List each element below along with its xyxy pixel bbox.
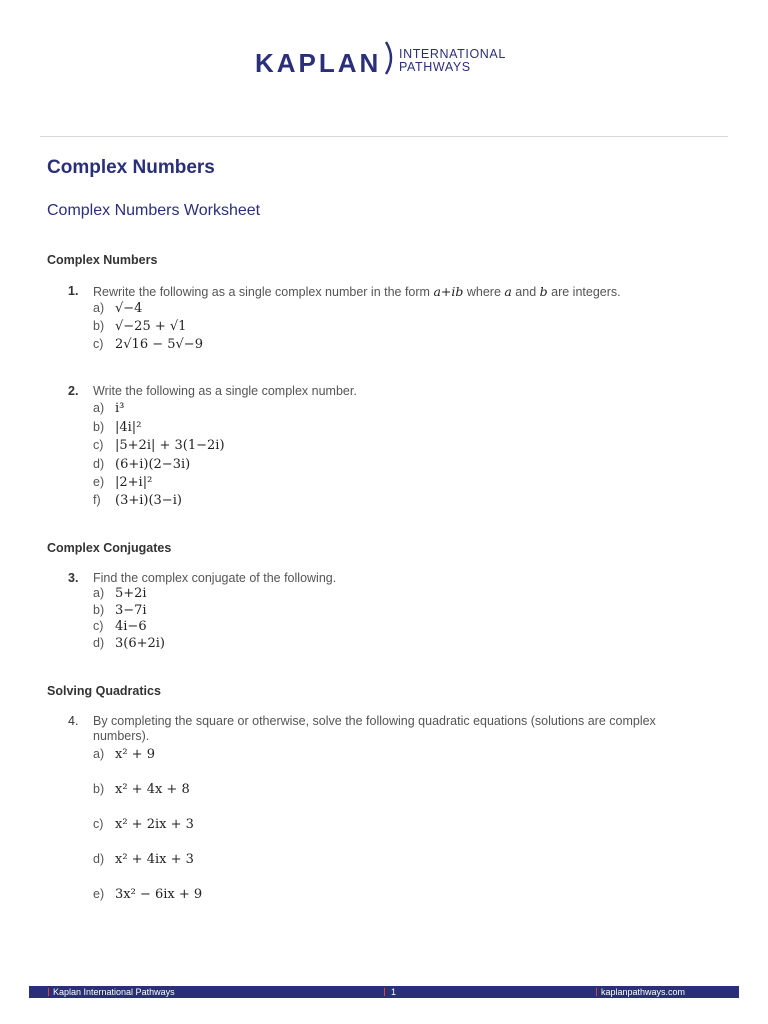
question-3-item-d: d) 3(6+2i) — [93, 636, 166, 651]
question-1-number: 1. — [68, 284, 79, 298]
logo-sub-line1: INTERNATIONAL — [399, 47, 506, 61]
logo-arc-icon — [383, 40, 397, 76]
footer-separator-left — [48, 988, 49, 996]
page-title: Complex Numbers — [47, 157, 215, 178]
question-2-item-e: e) |2+i|² — [93, 475, 153, 490]
question-4-number: 4. — [68, 714, 79, 728]
question-2-item-a: a) i³ — [93, 401, 125, 416]
question-3-item-b: b) 3−7i — [93, 603, 147, 618]
question-1-item-b: b) √−25 + √1 — [93, 319, 187, 334]
footer-page-number: 1 — [391, 987, 397, 997]
footer-separator-right — [596, 988, 597, 996]
question-3-number: 3. — [68, 571, 79, 585]
logo-subtitle — [399, 48, 506, 74]
page-subtitle: Complex Numbers Worksheet — [47, 202, 261, 219]
question-2-text: Write the following as a single complex number. — [93, 384, 357, 398]
question-3-text: Find the complex conjugate of the following. — [93, 571, 337, 585]
question-4-item-e: e) 3x² − 6ix + 9 — [93, 887, 203, 902]
question-1-item-a: a) √−4 — [93, 301, 143, 316]
question-2-number: 2. — [68, 384, 79, 398]
question-2-item-d: d) (6+i)(2−3i) — [93, 457, 191, 472]
section-heading-solving-quadratics: Solving Quadratics — [47, 684, 161, 698]
question-4-item-c: c) x² + 2ix + 3 — [93, 817, 194, 832]
question-2-item-f: f) (3+i)(3−i) — [93, 493, 182, 508]
question-2-item-c: c) |5+2i| + 3(1−2i) — [93, 438, 225, 453]
question-2-item-b: b) |4i|² — [93, 420, 142, 435]
footer-separator-center — [384, 988, 385, 996]
question-4-item-d: d) x² + 4ix + 3 — [93, 852, 194, 867]
question-4-item-a: a) x² + 9 — [93, 747, 155, 762]
header-divider — [40, 136, 728, 137]
section-heading-complex-conjugates: Complex Conjugates — [47, 541, 172, 555]
footer-website-link[interactable]: kaplanpathways.com — [601, 987, 686, 997]
question-4-text: By completing the square or otherwise, solve the following quadratic equations (solutions are complex numbers). — [93, 714, 656, 743]
question-1-item-c: c) 2√16 − 5√−9 — [93, 337, 203, 352]
question-3-item-c: c) 4i−6 — [93, 619, 147, 634]
logo-brand: KAPLAN — [255, 48, 382, 78]
question-1-text: Rewrite the following as a single complex number in the form a+ib where a and b are integers. — [93, 284, 621, 299]
question-4-item-b: b) x² + 4x + 8 — [93, 782, 190, 797]
section-heading-complex-numbers: Complex Numbers — [47, 253, 158, 267]
question-3-item-a: a) 5+2i — [93, 586, 147, 601]
footer-left-text: Kaplan International Pathways — [53, 987, 175, 997]
logo-sub-line2: PATHWAYS — [399, 60, 471, 74]
